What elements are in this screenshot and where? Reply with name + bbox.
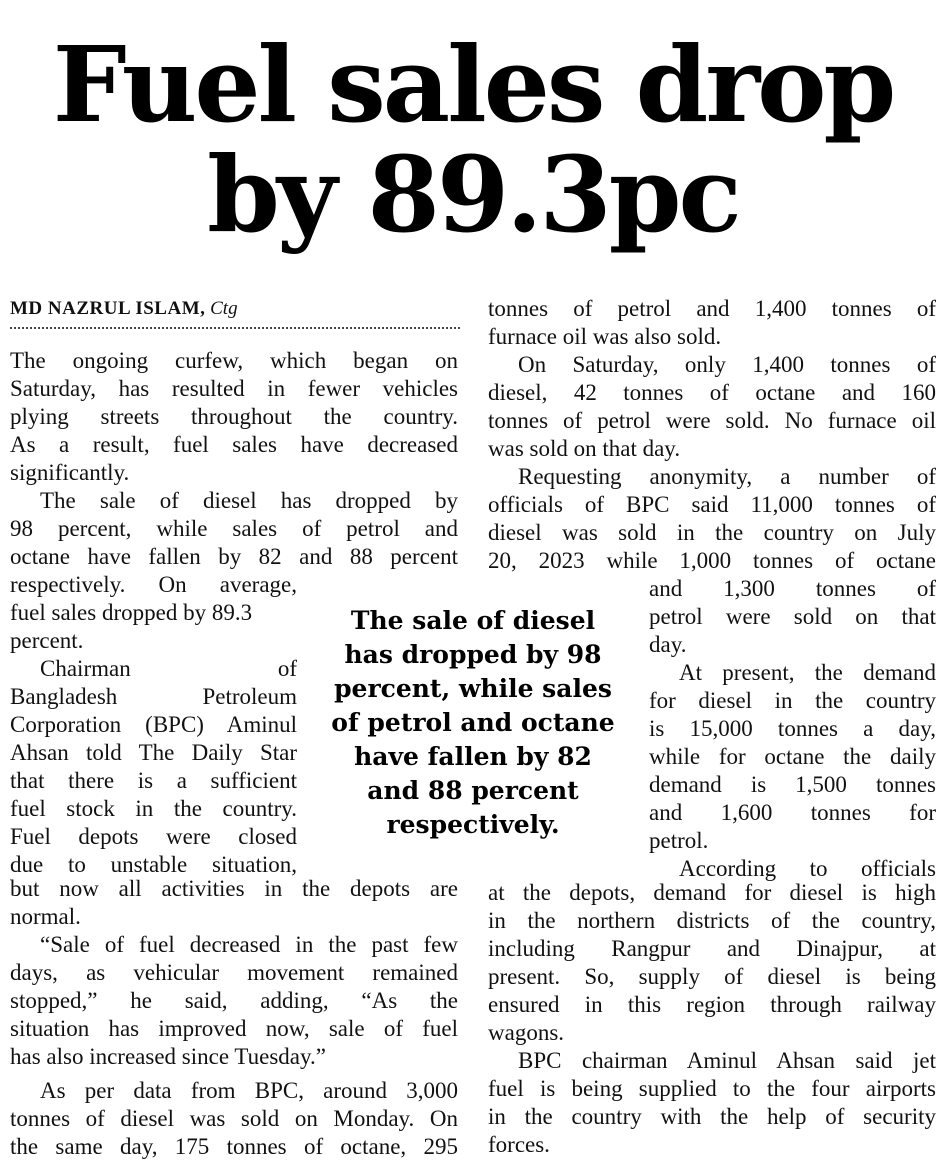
byline-author: MD NAZRUL ISLAM, [10,298,206,319]
pull-quote-line: The sale of diesel [350,606,596,635]
text-line: that there is a sufficient [10,768,297,793]
pull-quote-line: have fallen by 82 [354,742,592,771]
text-line: and 1,300 tonnes of [649,576,936,601]
pull-quote-line: percent, while sales [334,674,612,703]
text-line: octane have fallen by 82 and 88 percent [10,544,458,569]
text-line: Corporation (BPC) Aminul [10,712,297,737]
text-line: BPC chairman Aminul Ahsan said jet [518,1048,936,1073]
text-line: normal. [10,904,81,929]
text-line: “Sale of fuel decreased in the past few [40,932,458,957]
text-line: is 15,000 tonnes a day, [649,716,936,741]
text-line: in the country with the help of security [488,1104,936,1129]
byline-location: Ctg [210,298,238,319]
pull-quote [318,604,628,842]
text-line: forces. [488,1132,550,1157]
text-line: As per data from BPC, around 3,000 [40,1078,458,1103]
text-line: Chairman of [40,656,297,681]
text-line: On Saturday, only 1,400 tonnes of [518,352,936,377]
text-line: but now all activities in the depots are [10,876,458,901]
text-line: day. [649,632,687,657]
byline [10,297,460,321]
text-line: ensured in this region through railway [488,992,936,1017]
text-line: and 1,600 tonnes for [649,800,936,825]
text-line: the same day, 175 tonnes of octane, 295 [10,1134,458,1159]
text-line: 98 percent, while sales of petrol and [10,516,458,541]
pull-quote-line: of petrol and octane [331,708,615,737]
text-line: including Rangpur and Dinajpur, at [488,936,936,961]
text-line: percent. [10,628,84,653]
col1-top [10,347,458,571]
headline-line-2: by 89.3pc [207,133,739,256]
text-line: situation has improved now, sale of fuel [10,1016,458,1041]
text-line: significantly. [10,460,130,485]
col2-narrow [649,575,936,883]
text-line: At present, the demand [679,660,936,685]
text-line: in the northern districts of the country, [488,908,936,933]
text-line: diesel was sold in the country on July [488,520,936,545]
text-line: Bangladesh Petroleum [10,684,297,709]
text-line: Ahsan told The Daily Star [10,740,297,765]
text-line: has also increased since Tuesday.” [10,1044,326,1069]
byline-divider [10,327,460,329]
text-line: According to officials [679,856,936,881]
headline [0,23,946,256]
text-line: was sold on that day. [488,436,681,461]
col2-bottom [488,879,936,1159]
text-line: present. So, supply of diesel is being [488,964,936,989]
text-line: stopped,” he said, adding, “As the [10,988,458,1013]
text-line: Requesting anonymity, a number of [518,464,936,489]
text-line: wagons. [488,1020,565,1045]
text-line: days, as vehicular movement remained [10,960,458,985]
text-line: diesel, 42 tonnes of octane and 160 [488,380,936,405]
text-line: respectively. On average, [10,572,297,597]
text-line: petrol were sold on that [649,604,936,629]
text-line: Fuel depots were closed [10,824,297,849]
text-line: The ongoing curfew, which began on [10,348,458,373]
text-line: fuel stock in the country. [10,796,297,821]
col2-top [488,295,936,575]
text-line: The sale of diesel has dropped by [40,488,458,513]
col1-narrow [10,571,297,879]
text-line: tonnes of petrol and 1,400 tonnes of [488,296,936,321]
text-line: due to unstable situation, [10,852,297,877]
col1-bottom [10,875,458,1161]
text-line: at the depots, demand for diesel is high [488,880,936,905]
text-line: for diesel in the country [649,688,936,713]
text-line: demand is 1,500 tonnes [649,772,936,797]
text-line: fuel sales dropped by 89.3 [10,600,253,625]
text-line: officials of BPC said 11,000 tonnes of [488,492,936,517]
text-line: petrol. [649,828,709,853]
pull-quote-line: respectively. [386,810,560,839]
text-line: 20, 2023 while 1,000 tonnes of octane [488,548,936,573]
text-line: while for octane the daily [649,744,936,769]
text-line: Saturday, has resulted in fewer vehicles [10,376,458,401]
text-line: fuel is being supplied to the four airports [488,1076,936,1101]
text-line: plying streets throughout the country. [10,404,458,429]
text-line: As a result, fuel sales have decreased [10,432,458,457]
text-line: tonnes of diesel was sold on Monday. On [10,1106,458,1131]
headline-line-1: Fuel sales drop [52,23,894,146]
text-line: furnace oil was also sold. [488,324,722,349]
pull-quote-line: and 88 percent [367,776,579,805]
text-line: tonnes of petrol were sold. No furnace oil [488,408,936,433]
pull-quote-line: has dropped by 98 [344,640,602,669]
